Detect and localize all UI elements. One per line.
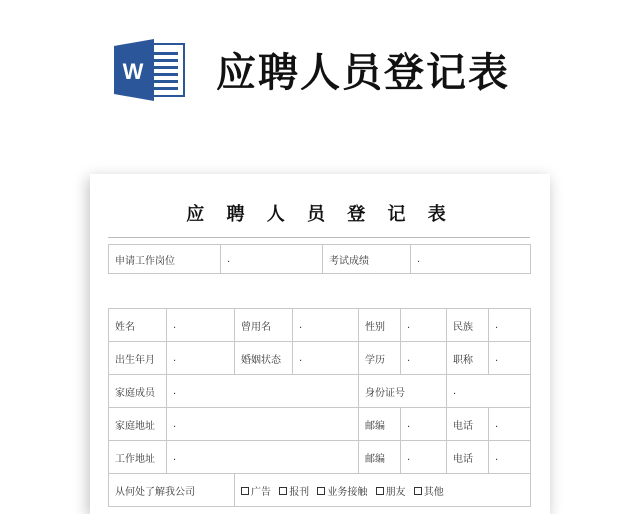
document-title: 应 聘 人 员 登 记 表 (186, 204, 454, 225)
name-label: 姓名 (109, 309, 167, 342)
home-postcode-label: 邮编 (359, 408, 401, 441)
birth-field[interactable]: . (167, 342, 235, 375)
checkbox[interactable] (414, 487, 422, 495)
checkbox[interactable] (279, 487, 287, 495)
option-business[interactable]: 业务接触 (317, 483, 367, 498)
table-row (109, 474, 531, 507)
work-phone-label: 电话 (447, 441, 489, 474)
word-icon-letter: W (122, 59, 144, 84)
job-title-label: 职称 (447, 342, 489, 375)
family-label: 家庭成员 (109, 375, 167, 408)
gender-field[interactable]: . (401, 309, 447, 342)
ethnic-field[interactable]: . (489, 309, 531, 342)
home-postcode-field[interactable]: . (401, 408, 447, 441)
education-label: 学历 (359, 342, 401, 375)
home-phone-field[interactable]: . (489, 408, 531, 441)
position-table (108, 244, 531, 274)
former-name-field[interactable]: . (293, 309, 359, 342)
checkbox[interactable] (317, 487, 325, 495)
name-field[interactable]: . (167, 309, 235, 342)
banner (0, 0, 640, 150)
word-icon (112, 38, 186, 102)
applicant-table (108, 308, 531, 507)
score-label: 考试成绩 (323, 245, 411, 274)
work-postcode-label: 邮编 (359, 441, 401, 474)
work-phone-field[interactable]: . (489, 441, 531, 474)
home-address-label: 家庭地址 (109, 408, 167, 441)
title-divider (108, 237, 530, 238)
work-address-field[interactable]: . (167, 441, 359, 474)
birth-label: 出生年月 (109, 342, 167, 375)
source-label: 从何处了解我公司 (109, 474, 235, 507)
checkbox[interactable] (376, 487, 384, 495)
education-field[interactable]: . (401, 342, 447, 375)
score-field[interactable]: . (411, 245, 531, 274)
home-phone-label: 电话 (447, 408, 489, 441)
ethnic-label: 民族 (447, 309, 489, 342)
marital-label: 婚姻状态 (235, 342, 293, 375)
id-number-field[interactable]: . (447, 375, 531, 408)
document-sheet (90, 174, 550, 514)
option-ad[interactable]: 广告 (241, 483, 271, 498)
job-title-field[interactable]: . (489, 342, 531, 375)
marital-field[interactable]: . (293, 342, 359, 375)
position-label: 申请工作岗位 (109, 245, 221, 274)
gender-label: 性别 (359, 309, 401, 342)
work-postcode-field[interactable]: . (401, 441, 447, 474)
banner-title: 应聘人员登记表 (216, 50, 510, 96)
option-newspaper[interactable]: 报刊 (279, 483, 309, 498)
table-row (109, 375, 531, 408)
former-name-label: 曾用名 (235, 309, 293, 342)
home-address-field[interactable]: . (167, 408, 359, 441)
option-other[interactable]: 其他 (414, 483, 444, 498)
position-field[interactable]: . (221, 245, 323, 274)
table-row (109, 408, 531, 441)
work-address-label: 工作地址 (109, 441, 167, 474)
source-options (235, 474, 531, 507)
family-field[interactable]: . (167, 375, 359, 408)
table-row (109, 342, 531, 375)
checkbox[interactable] (241, 487, 249, 495)
id-number-label: 身份证号 (359, 375, 447, 408)
table-row (109, 309, 531, 342)
option-friend[interactable]: 朋友 (376, 483, 406, 498)
table-row (109, 441, 531, 474)
table-row (109, 245, 531, 274)
